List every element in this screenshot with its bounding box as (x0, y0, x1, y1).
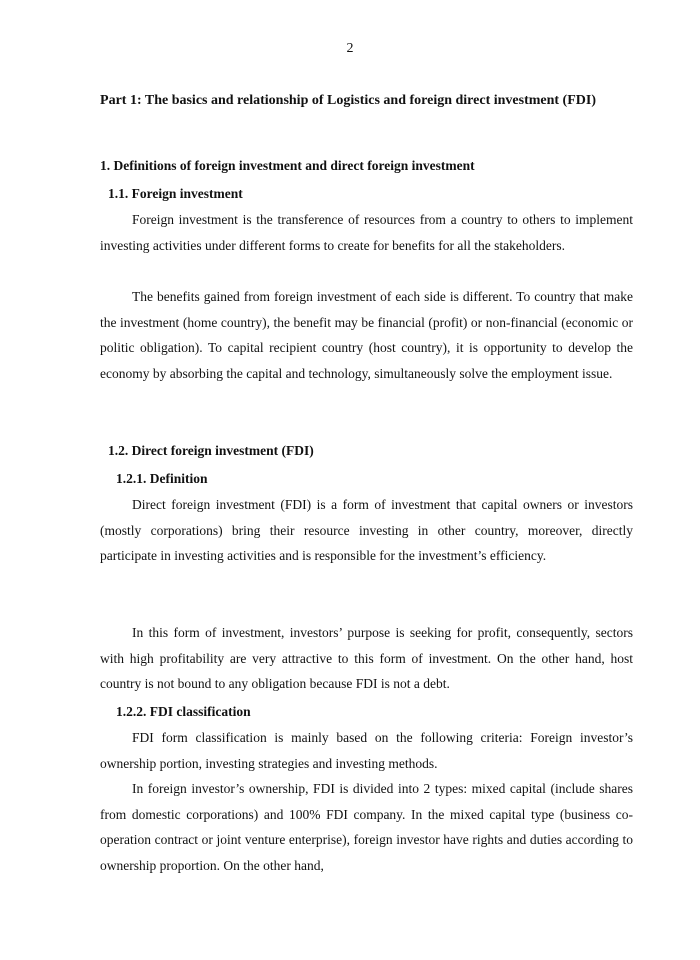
section-1-2-2-heading: 1.2.2. FDI classification (116, 704, 251, 719)
paragraph: FDI form classification is mainly based on the following criteria: Foreign investor’s ownership portion, investing strategies and investing methods. (100, 730, 633, 771)
paragraph: In foreign investor’s ownership, FDI is divided into 2 types: mixed capital (include shares from domestic corporations) and 100% FDI company. In the mixed capital type (business co-operation contract or joint venture enterprise), foreign investor have rights and duties according to ownership proportion. On the other hand, (100, 781, 633, 873)
section-1-1-heading: 1.1. Foreign investment (108, 186, 243, 201)
page-number: 2 (346, 41, 354, 56)
section-1-heading: 1. Definitions of foreign investment and direct foreign investment (100, 158, 475, 173)
paragraph: In this form of investment, investors’ purpose is seeking for profit, consequently, sectors with high profitability are very attractive to this form of investment. On the other hand, host country is not bound to any obligation because FDI is not a debt. (100, 625, 633, 691)
paragraph: The benefits gained from foreign investment of each side is different. To country that make the investment (home country), the benefit may be financial (profit) or non-financial (economic or politic obligation). To capital recipient country (host country), it is opportunity to develop the economy by absorbing the capital and technology, simultaneously solve the employment issue. (100, 289, 633, 381)
paragraph: Foreign investment is the transference of resources from a country to others to implement investing activities under different forms to create for benefits for all the stakeholders. (100, 212, 633, 253)
section-1-2-heading: 1.2. Direct foreign investment (FDI) (108, 443, 314, 458)
section-1-2-1-heading: 1.2.1. Definition (116, 471, 208, 486)
part-title: Part 1: The basics and relationship of Logistics and foreign direct investment (FDI) (100, 93, 596, 108)
paragraph: Direct foreign investment (FDI) is a form of investment that capital owners or investors (mostly corporations) bring their resource investing in other country, moreover, directly participate in investing activities and is responsible for the investment’s efficiency. (100, 497, 633, 563)
